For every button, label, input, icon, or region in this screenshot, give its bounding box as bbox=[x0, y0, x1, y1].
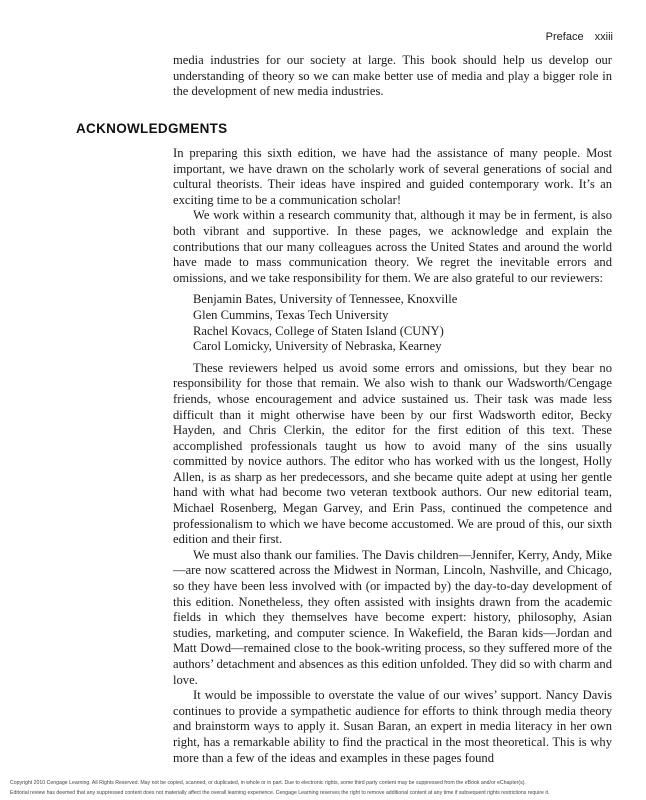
paragraph-5: It would be impossible to overstate the value of our wives’ support. Nancy Davis continues to provide a sympathetic audience for efforts to think through media theory and brainstorm ways to apply it. Susan Baran, an expert in media literacy in her own right, has a remarkable ability to find the practical in the most theoretical. This is why more than a few of the ideas and examples in these pages found bbox=[173, 688, 612, 765]
paragraph-2: We work within a research community that, although it may be in ferment, is also both vibrant and supportive. In these pages, we acknowledge and explain the contributions that our many colleagues across the United States and around the world have made to mass communication theory. We regret the inevitable errors and omissions, and we take responsibility for them. We are also grateful to our reviewers: bbox=[173, 208, 612, 285]
paragraph-4: We must also thank our families. The Davis children—Jennifer, Kerry, Andy, Mike—are now scattered across the Midwest in Norman, Lincoln, Nashville, and Chicago, so they have been less involved with (or impacted by) the day-to-day development of this edition. Nonetheless, they often assisted with insights drawn from the academic fields in which they themselves have become expert: history, philosophy, Asian studies, marketing, and computer science. In Wakefield, the Baran kids—Jordan and Matt Dowd—remained close to the book-writing process, so they suffered more of the authors’ detachment and absences as this edition unfolded. They did so with charm and love. bbox=[173, 547, 612, 687]
running-header-title: Preface bbox=[545, 31, 584, 43]
intro-paragraph: media industries for our society at large. This book should help us develop our understanding of theory so we can make better use of media and play a bigger role in the development of new media industries. bbox=[173, 53, 612, 99]
page-number: xxiii bbox=[594, 31, 613, 43]
reviewer-item: Glen Cummins, Texas Tech University bbox=[193, 307, 389, 322]
editorial-notice: Editorial review has deemed that any suppressed content does not materially affect the overall learning experience. Cengage Learning reserves the right to remove additional content at any time if subsequent rights restrictions require it. bbox=[10, 790, 550, 796]
intro-block bbox=[173, 53, 612, 100]
reviewer-item: Rachel Kovacs, College of Staten Island (CUNY) bbox=[193, 323, 444, 338]
section-heading: ACKNOWLEDGMENTS bbox=[76, 121, 228, 136]
copyright-notice: Copyright 2010 Cengage Learning. All Rights Reserved. May not be copied, scanned, or duplicated, in whole or in part. Due to electronic rights, some third party content may be suppressed from the eBook and/or eChapter(s). bbox=[10, 780, 526, 786]
paragraph-3: These reviewers helped us avoid some errors and omissions, but they bear no responsibility for those that remain. We also wish to thank our Wadsworth/Cengage friends, whose encouragement and advice sustained us. Their task was made less difficult than it might otherwise have been by our first Wadsworth editor, Becky Hayden, and Chris Clerkin, the editor for the first edition of this text. These accomplished professionals taught us how to avoid many of the sins usually committed by novice authors. The editor who has worked with us the longest, Holly Allen, is as sharp as her predecessors, and she became quite adept at using her gentle hand with what had become two veteran textbook authors. Our new editorial team, Michael Rosenberg, Megan Garvey, and Erin Pass, continued the competence and professionalism to which we have become accustomed. We are proud of this, our sixth edition and their first. bbox=[173, 360, 612, 547]
paragraph-1: In preparing this sixth edition, we have had the assistance of many people. Most important, we have drawn on the scholarly work of several generations of social and cultural theorists. Their ideas have inspired and guided contemporary work. It’s an exciting time to be a communication scholar! bbox=[173, 146, 612, 207]
reviewer-item: Benjamin Bates, University of Tennessee, Knoxville bbox=[193, 292, 458, 307]
reviewer-item: Carol Lomicky, University of Nebraska, Kearney bbox=[193, 339, 442, 354]
reviewer-list bbox=[193, 292, 612, 354]
acknowledgments-body bbox=[173, 146, 612, 766]
running-header bbox=[546, 31, 613, 43]
